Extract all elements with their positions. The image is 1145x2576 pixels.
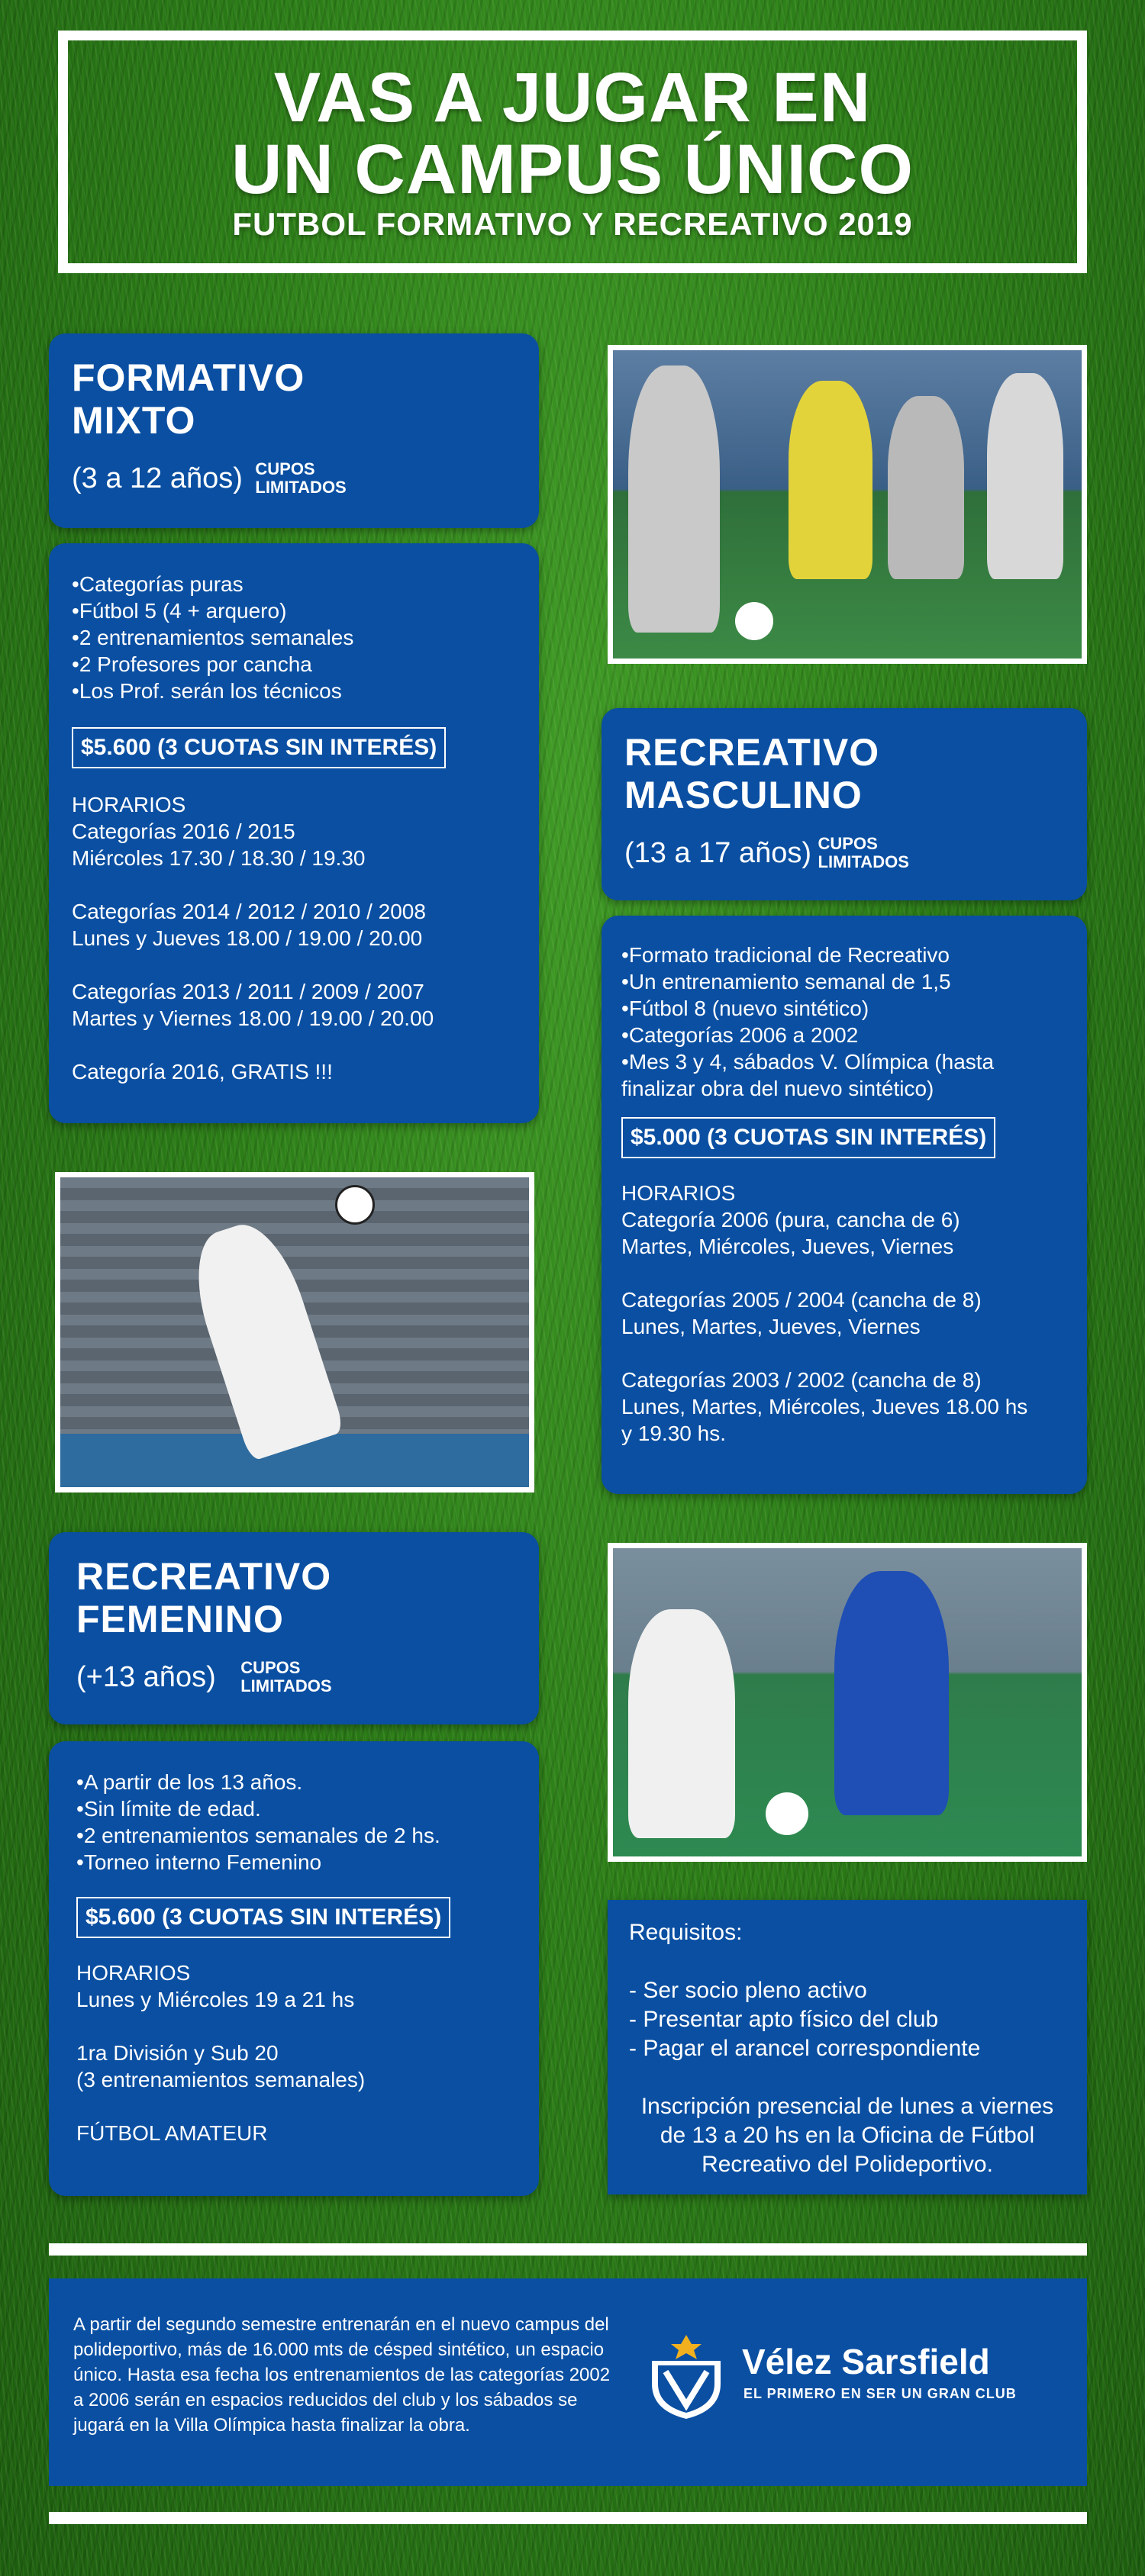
masculino-details-box [602, 916, 1087, 1494]
list-item: • Fútbol 5 (4 + arquero) [72, 597, 516, 624]
formativo-schedule-2: Categorías 2014 / 2012 / 2010 / 2008 Lunes y Jueves 18.00 / 19.00 / 20.00 [72, 900, 426, 950]
requisitos-box [608, 1900, 1087, 2194]
formativo-cupos-badge [255, 460, 346, 497]
femenino-title-line2: FEMENINO [76, 1598, 284, 1641]
femenino-price: $5.600 (3 CUOTAS SIN INTERÉS) [76, 1897, 450, 1938]
femenino-schedule-2: 1ra División y Sub 20 (3 entrenamientos semanales) [76, 2041, 366, 2091]
formativo-schedule-3: Categorías 2013 / 2011 / 2009 / 2007 Martes y Viernes 18.00 / 19.00 / 20.00 [72, 980, 434, 1030]
requisitos-item: - Pagar el arancel correspondiente [629, 2036, 981, 2061]
masculino-schedule-3: Categorías 2003 / 2002 (cancha de 8) Lunes, Martes, Miércoles, Jueves 18.00 hs y 19.30 hs. [621, 1368, 1028, 1445]
masculino-title-line1: RECREATIVO [624, 731, 880, 774]
list-item: • 2 entrenamientos semanales [72, 624, 516, 651]
femenino-title-line1: RECREATIVO [76, 1555, 332, 1598]
slogan-normal: EL PRIMERO EN SER [743, 2386, 901, 2401]
femenino-title-box [49, 1532, 539, 1724]
cupos-line1: CUPOS [255, 459, 315, 478]
cupos-line2: LIMITADOS [818, 852, 909, 871]
femenino-bullets [76, 1769, 511, 1876]
slogan-bold: UN GRAN CLUB [901, 2386, 1017, 2401]
list-item: • Mes 3 y 4, sábados V. Olímpica (hasta finalizar obra del nuevo sintético) [621, 1048, 1064, 1102]
footer-box [49, 2278, 1087, 2486]
formativo-schedule-4: Categoría 2016, GRATIS !!! [72, 1060, 333, 1084]
requisitos-item: - Ser socio pleno activo [629, 1978, 867, 2003]
formativo-title-line2: MIXTO [72, 399, 196, 442]
masculino-cupos-badge [818, 835, 909, 871]
list-item: • Fútbol 8 (nuevo sintético) [621, 995, 1064, 1022]
page-title-line1: VAS A JUGAR EN [273, 59, 872, 137]
formativo-schedule-1: HORARIOS Categorías 2016 / 2015 Miércoles 17.30 / 18.30 / 19.30 [72, 793, 366, 870]
list-item: • 2 Profesores por cancha [72, 651, 516, 678]
femenino-cupos-badge [240, 1659, 331, 1695]
divider-top [49, 2243, 1087, 2256]
photo-kids-futsal [608, 1543, 1087, 1862]
formativo-title-line1: FORMATIVO [72, 356, 305, 399]
list-item: • Los Prof. serán los técnicos [72, 678, 516, 704]
list-item: • Categorías 2006 a 2002 [621, 1022, 1064, 1048]
club-crest-icon [644, 2330, 728, 2422]
list-item: • A partir de los 13 años. [76, 1769, 511, 1795]
formativo-bullets [72, 571, 516, 704]
femenino-schedule-1: HORARIOS Lunes y Miércoles 19 a 21 hs [76, 1961, 355, 2011]
club-name: Vélez Sarsfield [742, 2342, 990, 2381]
photo-kids-training [608, 345, 1087, 664]
formativo-title-box [49, 333, 539, 528]
masculino-age: (13 a 17 años) [624, 837, 812, 869]
list-item: • Torneo interno Femenino [76, 1849, 511, 1876]
list-item: • Formato tradicional de Recreativo [621, 942, 1064, 968]
cupos-line2: LIMITADOS [255, 478, 347, 497]
masculino-schedule-1: HORARIOS Categoría 2006 (pura, cancha de 6) Martes, Miércoles, Jueves, Viernes [621, 1181, 960, 1258]
list-item: • Sin límite de edad. [76, 1795, 511, 1822]
masculino-title-line2: MASCULINO [624, 774, 863, 816]
requisitos-item: - Presentar apto físico del club [629, 2007, 939, 2032]
list-item: • Un entrenamiento semanal de 1,5 [621, 968, 1064, 995]
masculino-price: $5.000 (3 CUOTAS SIN INTERÉS) [621, 1117, 995, 1158]
masculino-schedule-2: Categorías 2005 / 2004 (cancha de 8) Lunes, Martes, Jueves, Viernes [621, 1288, 982, 1338]
cupos-line1: CUPOS [818, 834, 878, 853]
femenino-age: (+13 años) [76, 1661, 216, 1693]
list-item: • 2 entrenamientos semanales de 2 hs. [76, 1822, 511, 1849]
cupos-line1: CUPOS [240, 1658, 301, 1677]
requisitos-note: Inscripción presencial de lunes a viernes de 13 a 20 hs en la Oficina de Fútbol Recreativo del Polideportivo. [640, 2094, 1054, 2177]
formativo-age: (3 a 12 años) [72, 462, 243, 494]
femenino-schedule-3: FÚTBOL AMATEUR [76, 2121, 268, 2145]
formativo-price: $5.600 (3 CUOTAS SIN INTERÉS) [72, 727, 446, 768]
masculino-title-box [602, 708, 1087, 900]
formativo-details-box [49, 543, 539, 1123]
page-subtitle: FUTBOL FORMATIVO Y RECREATIVO 2019 [232, 206, 913, 242]
club-slogan [743, 2385, 1079, 2402]
page-title-line2: UN CAMPUS ÚNICO [231, 130, 914, 208]
masculino-bullets [621, 942, 1064, 1102]
divider-bottom [49, 2512, 1087, 2524]
footer-text: A partir del segundo semestre entrenarán en el nuevo campus del polideportivo, más de 16.000 mts de césped sintético, un espacio único. Hasta esa fecha los entrenamientos de las categorías 2002 a 2006 serán en espacios reducidos del club y los sábados se jugará en la Villa Olímpica hasta finalizar la obra. [73, 2314, 611, 2436]
cupos-line2: LIMITADOS [240, 1676, 332, 1695]
requisitos-heading: Requisitos: [629, 1920, 743, 1945]
femenino-details-box [49, 1741, 539, 2196]
photo-female-player [55, 1172, 534, 1492]
list-item: • Categorías puras [72, 571, 516, 597]
